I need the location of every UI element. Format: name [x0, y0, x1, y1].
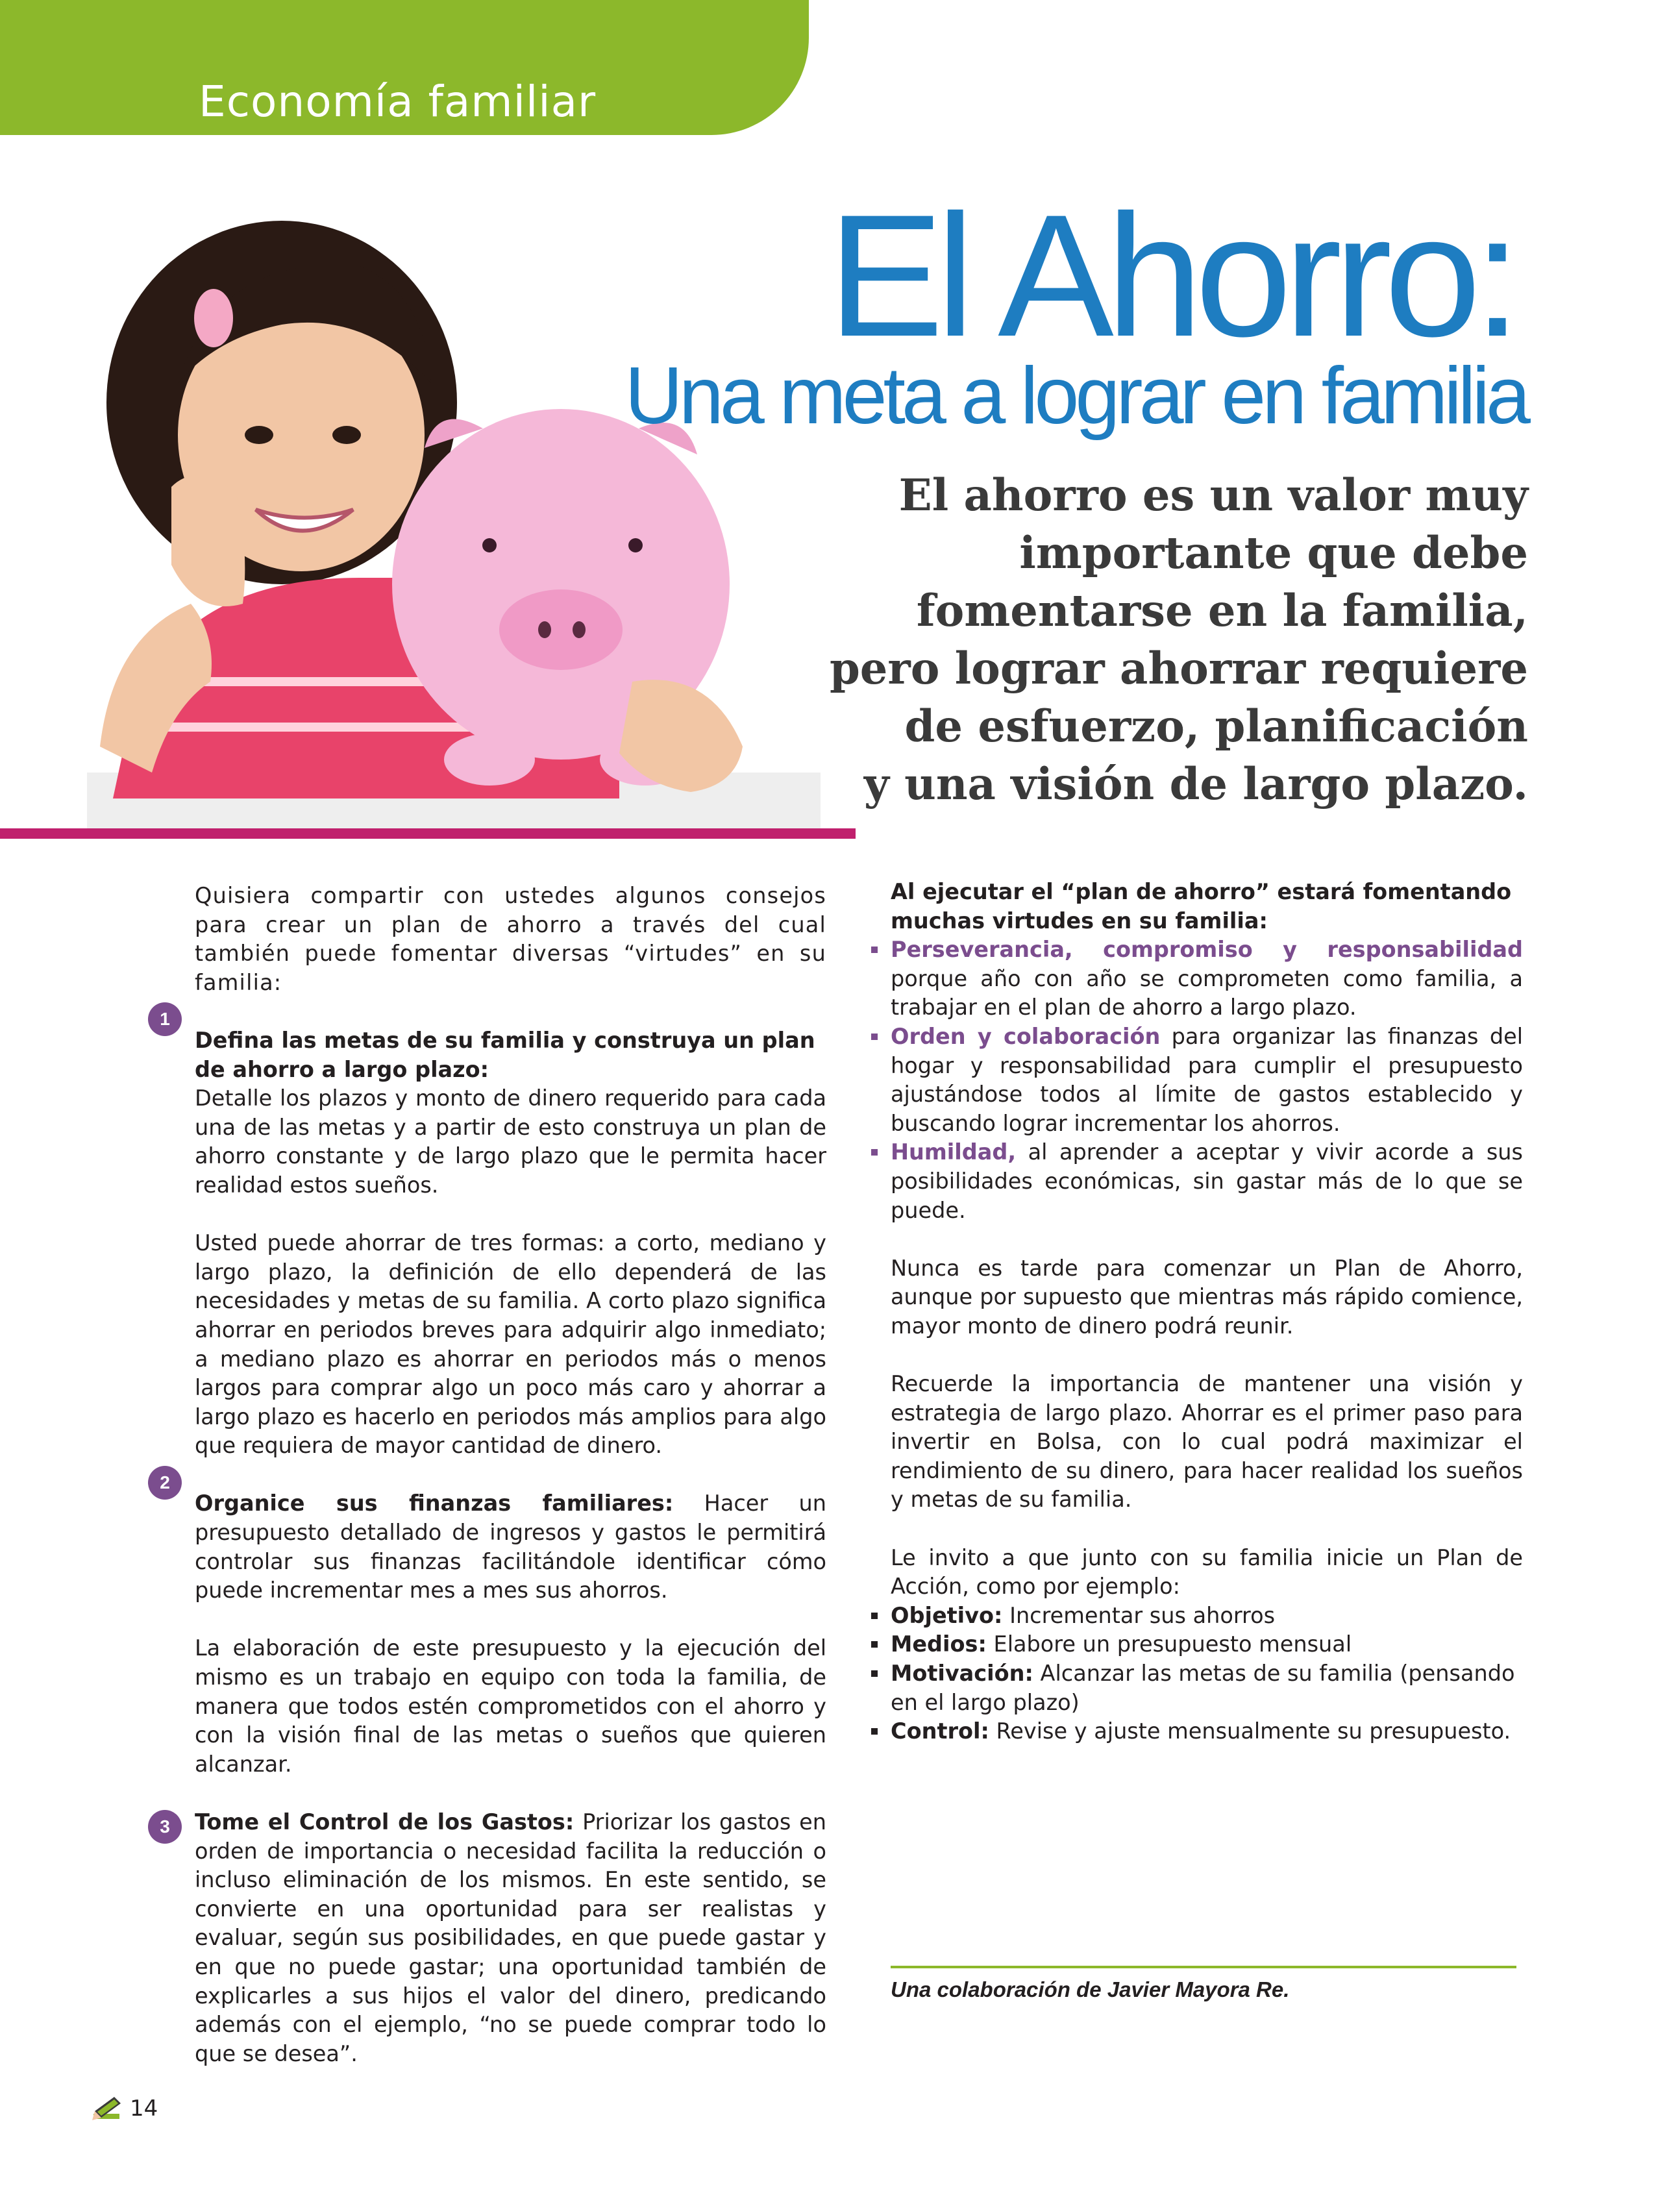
virtue-item: [891, 1138, 1523, 1225]
lead-line: El ahorro es un valor muy: [898, 469, 1528, 521]
credit-divider: [891, 1966, 1516, 1968]
virtues-intro: [891, 878, 1523, 935]
bullet-icon: [871, 1670, 878, 1677]
page-number: 14: [130, 2096, 158, 2122]
step-3-badge: 3: [148, 1810, 182, 1844]
lead-line: de esfuerzo, planificación: [904, 700, 1528, 752]
step-3-paragraph: [195, 1808, 826, 2068]
section-title: Economía familiar: [199, 77, 597, 127]
step-1-heading-text: Defina las metas de su familia y construya un plan de ahorro a largo plazo:: [195, 1027, 815, 1082]
action-text: Incrementar sus ahorros: [1002, 1602, 1276, 1628]
step-1-badge: 1: [148, 1002, 182, 1036]
action-label: Objetivo:: [891, 1602, 1003, 1628]
action-item: [891, 1602, 1523, 1631]
lead-line: importante que debe: [1019, 527, 1528, 578]
main-title: El Ahorro:: [828, 178, 1514, 373]
lead-paragraph: [788, 466, 1528, 813]
step-1-text-2: Usted puede ahorrar de tres formas: a corto, mediano y largo plazo, la definición de ello dependerá de las necesidades y metas de su familia. A corto plazo significa ahorrar en periodos breves para adquirir algo inmediato; a mediano plazo es ahorrar en periodos más o menos largos para comprar algo un poco más caro y ahorrar a largo plazo es hacerlo en periodos más amplios para algo que requiera de mayor cantidad de dinero.: [195, 1230, 826, 1459]
step-2-text: Hacer un presupuesto detallado de ingresos y gastos le permitirá controlar sus finanzas facilitándole identificar cómo puede incrementar mes a mes sus ahorros.: [195, 1491, 826, 1603]
girl-with-piggy-bank-photo: [87, 214, 821, 831]
paragraph-long-term: Recuerde la importancia de mantener una visión y estrategia de largo plazo. Ahorrar es el primer paso para invertir en Bolsa, con lo cual podrá maximizar el rendimiento de su dinero, para hacer realidad los sueños y metas de su familia.: [891, 1371, 1523, 1513]
sub-title: Una meta a lograr en familia: [624, 351, 1527, 441]
step-3-heading: Tome el Control de los Gastos:: [195, 1809, 574, 1835]
action-item: [891, 1659, 1523, 1717]
virtue-item: [891, 1022, 1523, 1138]
intro-paragraph: Quisiera compartir con ustedes algunos consejos para crear un plan de ahorro a través del cual también puede fomentar diversas “virtudes” en su familia:: [195, 883, 826, 995]
step-2-heading: Organice sus finanzas familiares:: [195, 1491, 674, 1516]
virtue-label: Orden y colaboración: [891, 1023, 1161, 1049]
bullet-icon: [871, 1728, 878, 1735]
paragraph-invite: Le invito a que junto con su familia inicie un Plan de Acción, como por ejemplo:: [891, 1544, 1523, 1600]
action-label: Medios:: [891, 1631, 987, 1657]
section-divider: [0, 828, 856, 839]
virtue-label: Perseverancia, compromiso y responsabilidad: [891, 937, 1523, 963]
pencil-icon: [91, 2094, 125, 2124]
lead-line: pero lograr ahorrar requiere: [829, 643, 1528, 694]
action-text: Elabore un presupuesto mensual: [986, 1631, 1352, 1657]
step-1-heading: [195, 1026, 826, 1084]
bullet-icon: [871, 947, 878, 953]
virtues-intro-text: Al ejecutar el “plan de ahorro” estará fomentando muchas virtudes en su familia:: [891, 879, 1512, 934]
action-item: [891, 1717, 1523, 1746]
author-credit: Una colaboración de Javier Mayora Re.: [891, 1977, 1290, 2001]
bullet-icon: [871, 1034, 878, 1040]
right-column: [891, 878, 1523, 1746]
step-3-text: Priorizar los gastos en orden de importancia o necesidad facilita la reducción o incluso eliminación de los mismos. En este sentido, se convierte en una oportunidad para ser realistas y evaluar, según sus posibilidades, en que puede gastar y en que no puede gastar; una oportunidad también de explicarles a sus hijos el valor del dinero, predicando además con el ejemplo, “no se puede comprar todo lo que se desea”.: [195, 1809, 827, 2066]
left-column: [195, 882, 826, 2068]
step-1-text: Detalle los plazos y monto de dinero requerido para cada una de las metas y a partir de esto construya un plan de ahorro constante y de largo plazo que le permita hacer realidad estos sueños.: [195, 1085, 826, 1198]
action-label: Control:: [891, 1718, 989, 1744]
step-2-badge: 2: [148, 1466, 182, 1500]
bullet-icon: [871, 1149, 878, 1156]
action-text: Alcanzar las metas de su familia (pensando en el largo plazo): [891, 1661, 1515, 1715]
virtue-text: al aprender a aceptar y vivir acorde a sus posibilidades económicas, sin gastar más de lo que se puede.: [891, 1139, 1523, 1223]
action-item: [891, 1630, 1523, 1659]
lead-line: y una visión de largo plazo.: [863, 758, 1528, 810]
paragraph-never-late: Nunca es tarde para comenzar un Plan de Ahorro, aunque por supuesto que mientras más rápido comience, mayor monto de dinero podrá reunir.: [891, 1255, 1523, 1339]
virtue-text: para organizar las finanzas del hogar y responsabilidad para cumplir el presupuesto ajustándose todos al límite de gastos establecido y buscando lograr incrementar los ahorros.: [891, 1023, 1523, 1136]
virtue-item: [891, 935, 1523, 1022]
virtue-label: Humildad,: [891, 1139, 1017, 1165]
virtue-text: porque año con año se comprometen como familia, a trabajar en el plan de ahorro a largo plazo.: [891, 965, 1523, 1021]
bullet-icon: [871, 1641, 878, 1648]
bullet-icon: [871, 1613, 878, 1619]
step-2-text-2: La elaboración de este presupuesto y la ejecución del mismo es un trabajo en equipo con toda la familia, de manera que todos estén comprometidos con el ahorro y con la visión final de las metas o sueños que quieren alcanzar.: [195, 1635, 826, 1777]
step-2-paragraph: [195, 1489, 826, 1605]
lead-line: fomentarse en la familia,: [916, 585, 1528, 636]
action-label: Motivación:: [891, 1661, 1033, 1687]
action-text: Revise y ajuste mensualmente su presupuesto.: [989, 1718, 1511, 1744]
